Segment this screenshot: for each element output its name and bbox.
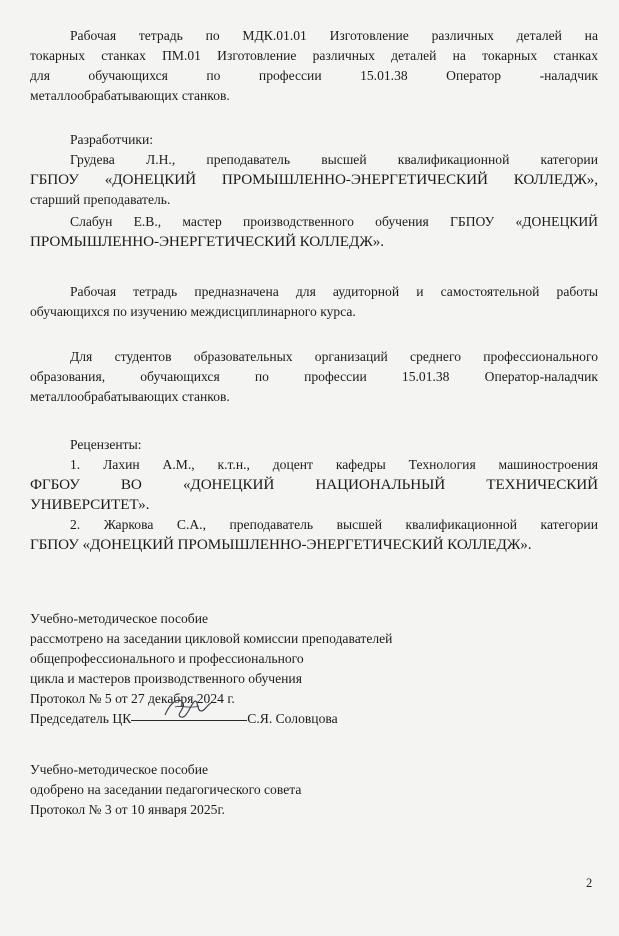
purpose-paragraph [30, 282, 598, 322]
intro-paragraph [30, 26, 598, 106]
intro-line: металлообрабатывающих станков. [30, 88, 230, 103]
audience-line: металлообрабатывающих станков. [30, 389, 230, 404]
developer-line: ГБПОУ «ДОНЕЦКИЙ ПРОМЫШЛЕННО-ЭНЕРГЕТИЧЕСКИЙ КОЛЛЕДЖ», [30, 171, 598, 188]
audience-line: образования, обучающихся по профессии 15.01.38 Оператор-наладчик [30, 369, 598, 384]
reviewer-line: УНИВЕРСИТЕТ». [30, 496, 150, 513]
reviewer-line: ГБПОУ «ДОНЕЦКИЙ ПРОМЫШЛЕННО-ЭНЕРГЕТИЧЕСКИЙ КОЛЛЕДЖ». [30, 536, 532, 553]
developer-line: старший преподаватель. [30, 192, 171, 207]
approval-line: Протокол № 5 от 27 декабря 2024 г. [30, 691, 235, 706]
handwritten-signature-icon [161, 693, 213, 723]
approval-council [30, 760, 550, 820]
page-number: 2 [586, 876, 593, 890]
approval-line: рассмотрено на заседании цикловой комиссии преподавателей [30, 631, 393, 646]
chair-name: С.Я. Соловцова [247, 711, 338, 726]
reviewer-line: ФГБОУ ВО «ДОНЕЦКИЙ НАЦИОНАЛЬНЫЙ ТЕХНИЧЕСКИЙ [30, 476, 598, 493]
approval-commission [30, 609, 550, 729]
intro-line: токарных станках ПМ.01 Изготовление различных деталей на токарных станках [30, 48, 598, 63]
approval-line: одобрено на заседании педагогического совета [30, 782, 302, 797]
audience-paragraph [30, 347, 598, 407]
reviewers-heading: Рецензенты: [70, 437, 142, 452]
approval-line: общепрофессионального и профессионального [30, 651, 304, 666]
intro-line: Рабочая тетрадь по МДК.01.01 Изготовление различных деталей на [70, 28, 598, 43]
approval-line: Учебно-методическое пособие [30, 762, 209, 777]
developers-heading: Разработчики: [70, 132, 154, 147]
approval-line: цикла и мастеров производственного обучения [30, 671, 302, 686]
signature-field [131, 709, 247, 723]
developer-line: Грудева Л.Н., преподаватель высшей квалификационной категории [70, 152, 598, 167]
developer-line: ПРОМЫШЛЕННО-ЭНЕРГЕТИЧЕСКИЙ КОЛЛЕДЖ». [30, 233, 384, 250]
chair-signature-line [30, 709, 550, 729]
reviewer-line: 2. Жаркова С.А., преподаватель высшей квалификационной категории [70, 517, 598, 532]
purpose-line: обучающихся по изучению междисциплинарного курса. [30, 304, 356, 319]
approval-line: Учебно-методическое пособие [30, 611, 209, 626]
reviewer-line: 1. Лахин А.М., к.т.н., доцент кафедры Технология машиностроения [70, 457, 598, 472]
approval-line: Протокол № 3 от 10 января 2025г. [30, 802, 225, 817]
developer-line: Слабун Е.В., мастер производственного обучения ГБПОУ «ДОНЕЦКИЙ [70, 214, 598, 229]
audience-line: Для студентов образовательных организаций среднего профессионального [70, 349, 598, 364]
intro-line: для обучающихся по профессии 15.01.38 Оператор -наладчик [30, 68, 598, 83]
chair-label: Председатель ЦК [30, 711, 132, 726]
reviewers-section [30, 435, 598, 555]
purpose-line: Рабочая тетрадь предназначена для аудиторной и самостоятельной работы [70, 284, 598, 299]
developers-section [30, 130, 598, 252]
